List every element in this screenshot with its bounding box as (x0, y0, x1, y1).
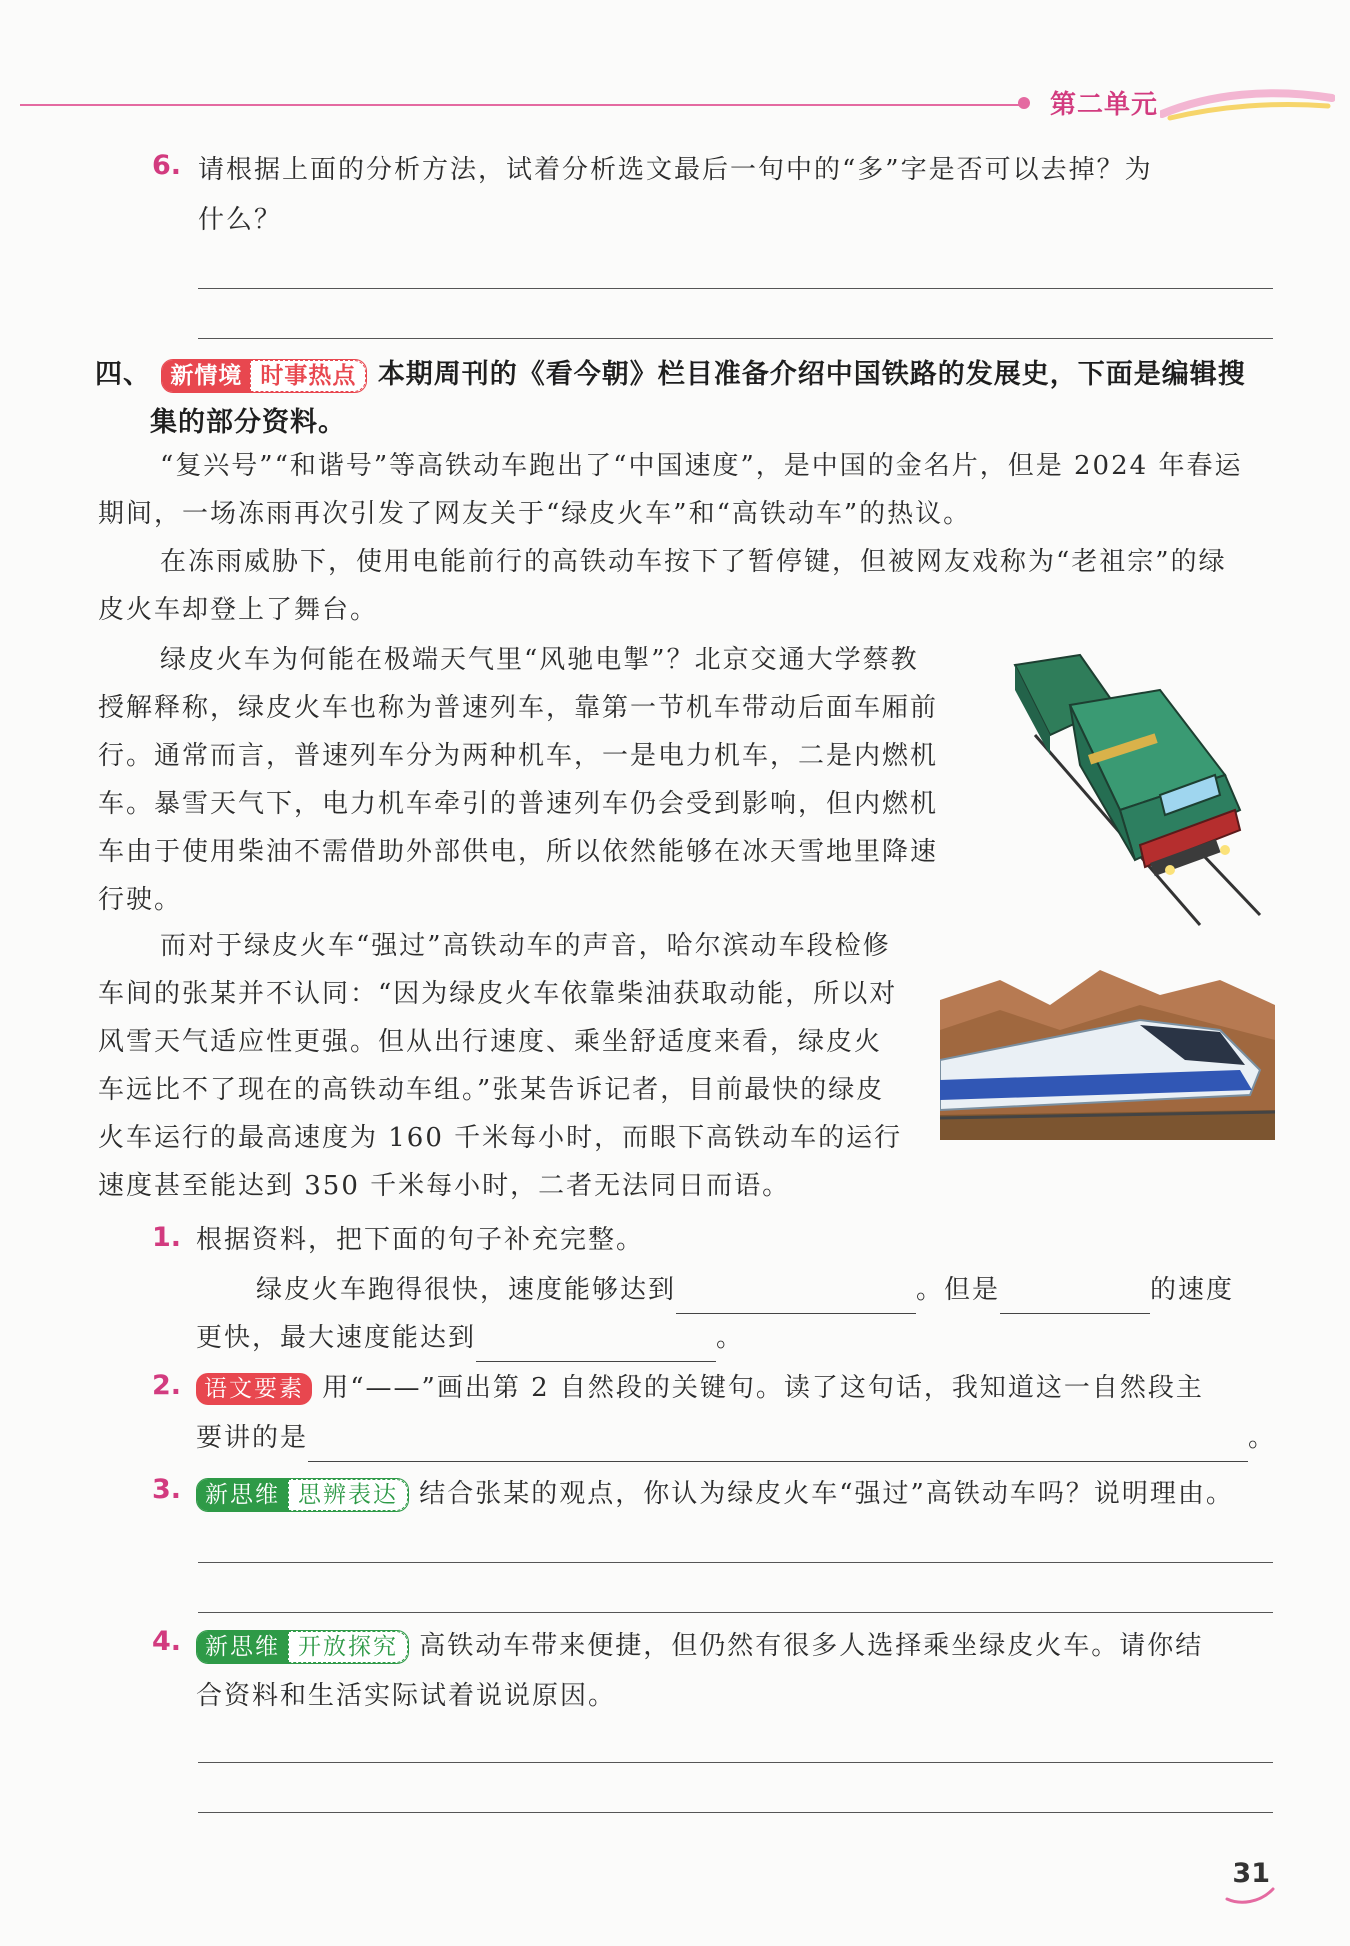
question-4-line-2: 合资料和生活实际试着说说原因。 (196, 1681, 617, 1711)
question-6-text: 请根据上面的分析方法，试着分析选文最后一句中的“多”字是否可以去掉？为 (198, 155, 1153, 185)
passage-p3-line: 授解释称，绿皮火车也称为普速列车，靠第一节机车带动后面车厢前 (98, 693, 939, 723)
header-rule (20, 104, 1025, 106)
passage-p4-line: 车远比不了现在的高铁动车组。”张某告诉记者，目前最快的绿皮 (98, 1075, 885, 1105)
answer-line[interactable] (198, 1812, 1273, 1813)
passage-p3-line: 车。暴雪天气下，电力机车牵引的普速列车仍会受到影响，但内燃机 (98, 789, 939, 819)
section-4-heading (95, 352, 1246, 393)
passage-p4-line: 火车运行的最高速度为 160 千米每小时，而眼下高铁动车的运行 (98, 1123, 903, 1153)
question-3-text: 新思维 思辨表达 结合张某的观点，你认为绿皮火车“强过”高铁动车吗？说明理由。 (196, 1470, 1234, 1518)
question-2-line-2: 要讲的是 。 (196, 1414, 1276, 1462)
passage-p4-line: 速度甚至能达到 350 千米每小时，二者无法同日而语。 (98, 1171, 791, 1201)
passage-p1-line2: 期间，一场冻雨再次引发了网友关于“绿皮火车”和“高铁动车”的热议。 (98, 499, 972, 529)
question-1: 1. (152, 1222, 182, 1253)
question-2-line-1: 语文要素 用“——”画出第 2 自然段的关键句。读了这句话，我知道这一自然段主 (196, 1364, 1204, 1412)
unit-title: 第二单元 (1050, 90, 1159, 120)
passage-p3-line: 行。通常而言，普速列车分为两种机车，一是电力机车，二是内燃机 (98, 741, 939, 771)
answer-line[interactable] (198, 338, 1273, 339)
header-dot (1018, 97, 1030, 109)
passage-p3-line: 车由于使用柴油不需借助外部供电，所以依然能够在冰天雪地里降速 (98, 837, 939, 867)
question-1-sentence-2: 更快，最大速度能达到 。 (196, 1314, 744, 1362)
green-train-illustration (1010, 645, 1275, 930)
fill-blank-speed[interactable] (676, 1283, 916, 1314)
answer-line[interactable] (198, 1562, 1273, 1563)
fill-blank-main-idea[interactable] (308, 1431, 1248, 1462)
answer-line[interactable] (198, 1612, 1273, 1613)
question-1-text: 根据资料，把下面的句子补充完整。 (196, 1225, 645, 1255)
passage-p1-line1: “复兴号”“和谐号”等高铁动车跑出了“中国速度”，是中国的金名片，但是 2024 年春运 (160, 451, 1243, 481)
tag-new-context: 新情境 时事热点 (161, 359, 367, 393)
passage-p4-line: 风雪天气适应性更强。但从出行速度、乘坐舒适度来看，绿皮火 (98, 1027, 883, 1057)
question-3: 3. (152, 1474, 182, 1505)
passage-p3-line: 绿皮火车为何能在极端天气里“风驰电掣”？北京交通大学蔡教 (160, 645, 919, 675)
header-swoosh (1160, 84, 1335, 124)
question-4-line-1: 新思维 开放探究 高铁动车带来便捷，但仍然有很多人选择乘坐绿皮火车。请你结 (196, 1622, 1203, 1670)
question-number: 6. (152, 150, 182, 181)
tag-new-thinking: 新思维 思辨表达 (196, 1478, 409, 1512)
section-title-2: 集的部分资料。 (150, 407, 346, 438)
question-4: 4. (152, 1626, 182, 1657)
section-title: 本期周刊的《看今朝》栏目准备介绍中国铁路的发展史，下面是编辑搜 (377, 359, 1246, 390)
fill-blank-train[interactable] (1000, 1283, 1150, 1314)
passage-p2-line2: 皮火车却登上了舞台。 (98, 595, 379, 625)
passage-p3-line: 行驶。 (98, 885, 183, 915)
passage-p4-line: 而对于绿皮火车“强过”高铁动车的声音，哈尔滨动车段检修 (160, 931, 891, 961)
tag-new-thinking: 新思维 开放探究 (196, 1630, 409, 1664)
passage-p4-line: 车间的张某并不认同：“因为绿皮火车依靠柴油获取动能，所以对 (98, 979, 898, 1009)
question-1-sentence-1: 绿皮火车跑得很快，速度能够达到 。但是 的速度 (256, 1266, 1234, 1314)
high-speed-train-illustration (940, 950, 1275, 1140)
page-number: 31 (1232, 1858, 1270, 1889)
question-6-text-2: 什么？ (198, 205, 283, 235)
answer-line[interactable] (198, 1762, 1273, 1763)
fill-blank-max-speed[interactable] (476, 1331, 716, 1362)
question-6 (152, 150, 181, 181)
passage-p2-line1: 在冻雨威胁下，使用电能前行的高铁动车按下了暂停键，但被网友戏称为“老祖宗”的绿 (160, 547, 1227, 577)
section-label: 四、 (95, 359, 151, 390)
answer-line[interactable] (198, 288, 1273, 289)
question-2: 2. (152, 1370, 182, 1401)
tag-language-element: 语文要素 (196, 1373, 312, 1405)
page-number-swoosh (1225, 1885, 1275, 1905)
